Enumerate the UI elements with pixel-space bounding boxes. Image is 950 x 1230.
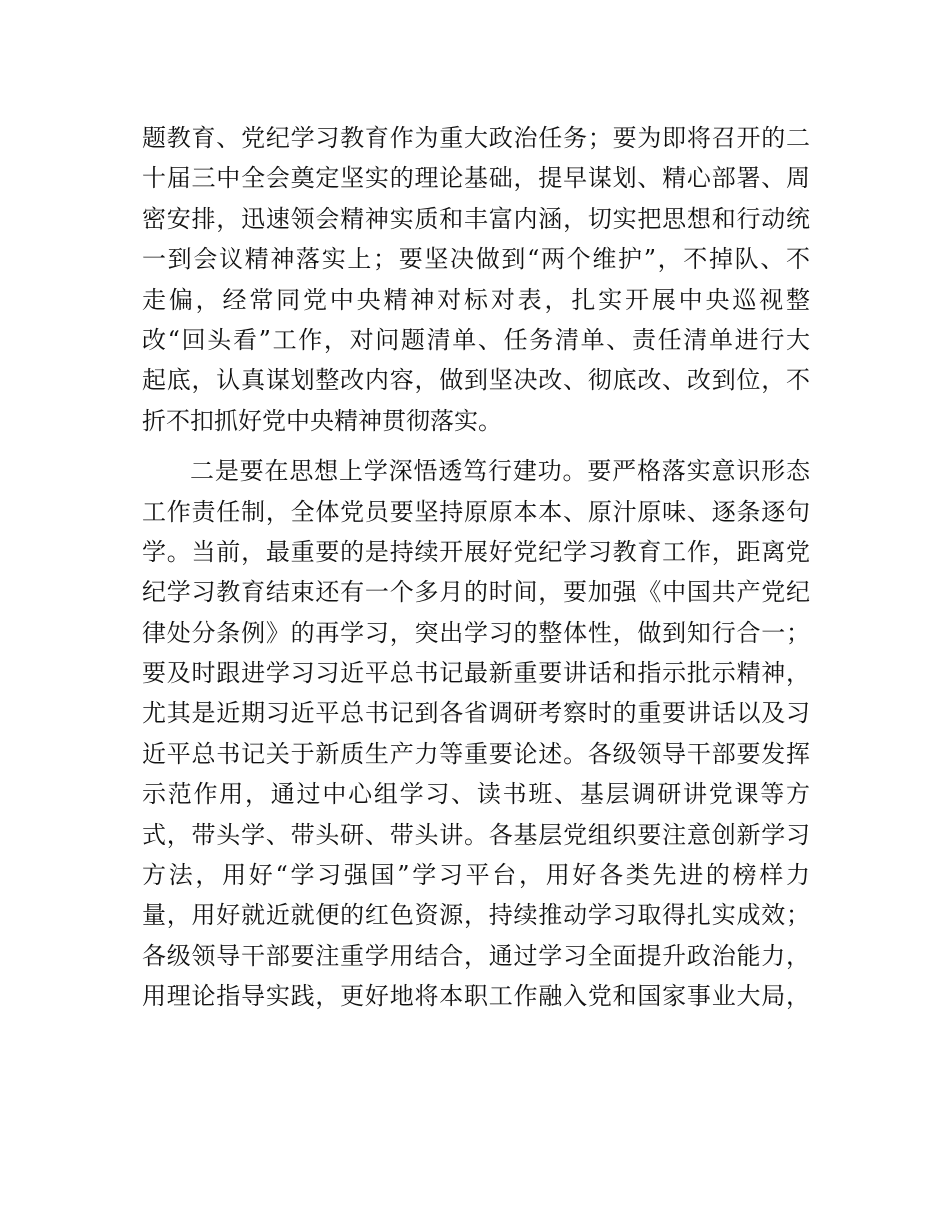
text-line: 折不扣抓好党中央精神贯彻落实。 xyxy=(142,406,502,435)
text-line: 方法，用好“学习强国”学习平台，用好各类先进的榜样力 xyxy=(142,861,810,890)
text-line: 要及时跟进学习习近平总书记最新重要讲话和指示批示精神， xyxy=(142,659,810,688)
text-line: 近平总书记关于新质生产力等重要论述。各级领导干部要发挥 xyxy=(142,739,810,768)
text-line: 改“回头看”工作，对问题清单、任务清单、责任清单进行大 xyxy=(142,325,810,354)
text-line: 起底，认真谋划整改内容，做到坚决改、彻底改、改到位，不 xyxy=(142,366,810,395)
text-line: 十届三中全会奠定坚实的理论基础，提早谋划、精心部署、周 xyxy=(142,164,810,193)
text-line: 纪学习教育结束还有一个多月的时间，要加强《中国共产党纪 xyxy=(142,578,810,607)
text-line: 一到会议精神落实上；要坚决做到“两个维护”，不掉队、不 xyxy=(142,245,810,274)
text-line: 律处分条例》的再学习，突出学习的整体性，做到知行合一； xyxy=(142,618,810,647)
text-line: 式，带头学、带头研、带头讲。各基层党组织要注意创新学习 xyxy=(142,820,810,849)
text-line: 密安排，迅速领会精神实质和丰富内涵，切实把思想和行动统 xyxy=(142,204,810,233)
paragraph-2 xyxy=(142,451,810,1016)
text-line: 工作责任制，全体党员要坚持原原本本、原汁原味、逐条逐句 xyxy=(142,497,810,526)
text-line: 题教育、党纪学习教育作为重大政治任务；要为即将召开的二 xyxy=(142,124,810,152)
text-line: 二是要在思想上学深悟透笃行建功。要严格落实意识形态 xyxy=(190,457,810,486)
text-line: 尤其是近期习近平总书记到各省调研考察时的重要讲话以及习 xyxy=(142,699,810,728)
text-line: 走偏，经常同党中央精神对标对表，扎实开展中央巡视整 xyxy=(142,285,810,314)
text-line: 学。当前，最重要的是持续开展好党纪学习教育工作，距离党 xyxy=(142,537,810,566)
text-line: 用理论指导实践，更好地将本职工作融入党和国家事业大局， xyxy=(142,982,810,1011)
text-line: 示范作用，通过中心组学习、读书班、基层调研讲党课等方 xyxy=(142,780,810,809)
paragraph-spacer xyxy=(142,441,810,451)
text-line: 各级领导干部要注重学用结合，通过学习全面提升政治能力， xyxy=(142,941,810,970)
document-body xyxy=(142,118,810,1017)
text-line: 量，用好就近就便的红色资源，持续推动学习取得扎实成效； xyxy=(142,901,810,930)
paragraph-1 xyxy=(142,118,810,441)
